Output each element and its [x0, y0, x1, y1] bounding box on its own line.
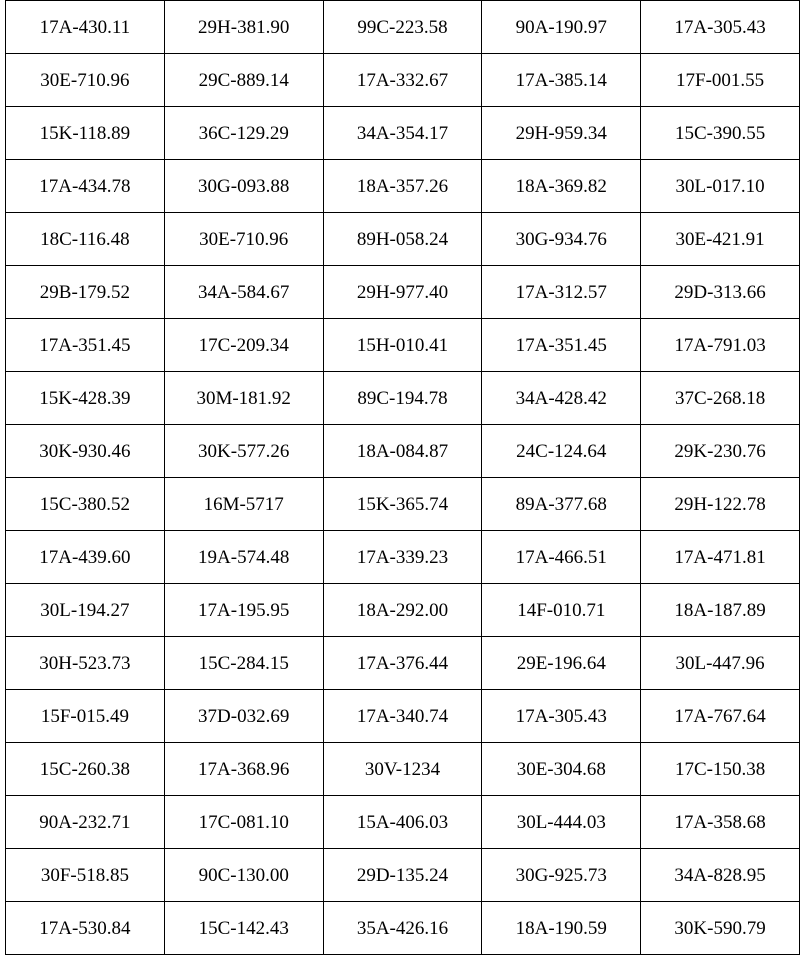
table-cell: 17A-368.96: [164, 743, 323, 796]
table-cell: 90C-130.00: [164, 849, 323, 902]
table-cell: 30E-710.96: [6, 54, 165, 107]
table-row: [6, 743, 800, 796]
table-cell: 30H-523.73: [6, 637, 165, 690]
table-cell: 17A-471.81: [641, 531, 800, 584]
table-row: [6, 107, 800, 160]
table-cell: 30L-194.27: [6, 584, 165, 637]
table-cell: 15C-284.15: [164, 637, 323, 690]
table-cell: 18A-084.87: [323, 425, 482, 478]
table-body: [6, 1, 800, 955]
table-cell: 29K-230.76: [641, 425, 800, 478]
table-cell: 17A-439.60: [6, 531, 165, 584]
table-cell: 29D-313.66: [641, 266, 800, 319]
table-row: [6, 584, 800, 637]
table-cell: 15C-390.55: [641, 107, 800, 160]
table-row: [6, 531, 800, 584]
table-cell: 17A-385.14: [482, 54, 641, 107]
table-row: [6, 637, 800, 690]
table-cell: 17A-332.67: [323, 54, 482, 107]
table-cell: 30L-447.96: [641, 637, 800, 690]
table-cell: 30F-518.85: [6, 849, 165, 902]
table-cell: 17A-767.64: [641, 690, 800, 743]
table-cell: 15C-260.38: [6, 743, 165, 796]
table-cell: 89H-058.24: [323, 213, 482, 266]
table-cell: 34A-584.67: [164, 266, 323, 319]
table-cell: 30K-590.79: [641, 902, 800, 955]
table-cell: 99C-223.58: [323, 1, 482, 54]
table-cell: 18A-187.89: [641, 584, 800, 637]
table-cell: 17A-466.51: [482, 531, 641, 584]
table-row: [6, 425, 800, 478]
table-cell: 29H-977.40: [323, 266, 482, 319]
table-cell: 89C-194.78: [323, 372, 482, 425]
table-cell: 37C-268.18: [641, 372, 800, 425]
table-cell: 30E-710.96: [164, 213, 323, 266]
table-row: [6, 160, 800, 213]
table-cell: 34A-354.17: [323, 107, 482, 160]
table-cell: 30M-181.92: [164, 372, 323, 425]
table-cell: 17A-340.74: [323, 690, 482, 743]
table-cell: 30E-421.91: [641, 213, 800, 266]
table-cell: 18A-357.26: [323, 160, 482, 213]
table-cell: 17A-305.43: [641, 1, 800, 54]
table-cell: 36C-129.29: [164, 107, 323, 160]
table-cell: 34A-828.95: [641, 849, 800, 902]
table-cell: 15F-015.49: [6, 690, 165, 743]
table-cell: 30E-304.68: [482, 743, 641, 796]
table-cell: 30K-577.26: [164, 425, 323, 478]
table-cell: 30G-925.73: [482, 849, 641, 902]
table-row: [6, 690, 800, 743]
table-row: [6, 266, 800, 319]
table-cell: 18A-292.00: [323, 584, 482, 637]
table-cell: 35A-426.16: [323, 902, 482, 955]
table-cell: 30V-1234: [323, 743, 482, 796]
table-cell: 34A-428.42: [482, 372, 641, 425]
table-cell: 18C-116.48: [6, 213, 165, 266]
table-cell: 17C-150.38: [641, 743, 800, 796]
table-cell: 18A-369.82: [482, 160, 641, 213]
table-cell: 24C-124.64: [482, 425, 641, 478]
table-cell: 15K-118.89: [6, 107, 165, 160]
table-cell: 17A-530.84: [6, 902, 165, 955]
table-cell: 15K-365.74: [323, 478, 482, 531]
table-cell: 17A-305.43: [482, 690, 641, 743]
table-cell: 15H-010.41: [323, 319, 482, 372]
table-cell: 15C-142.43: [164, 902, 323, 955]
table-row: [6, 319, 800, 372]
table-cell: 29H-122.78: [641, 478, 800, 531]
table-cell: 15C-380.52: [6, 478, 165, 531]
table-row: [6, 372, 800, 425]
table-cell: 30L-017.10: [641, 160, 800, 213]
table-cell: 17A-791.03: [641, 319, 800, 372]
table-cell: 89A-377.68: [482, 478, 641, 531]
table-cell: 37D-032.69: [164, 690, 323, 743]
table-cell: 15K-428.39: [6, 372, 165, 425]
table-cell: 30G-934.76: [482, 213, 641, 266]
table-cell: 17A-351.45: [6, 319, 165, 372]
table-cell: 17A-358.68: [641, 796, 800, 849]
table-cell: 30K-930.46: [6, 425, 165, 478]
table-cell: 14F-010.71: [482, 584, 641, 637]
table-cell: 17C-081.10: [164, 796, 323, 849]
table-row: [6, 902, 800, 955]
table-cell: 19A-574.48: [164, 531, 323, 584]
table-cell: 17A-376.44: [323, 637, 482, 690]
table-cell: 29H-959.34: [482, 107, 641, 160]
table-cell: 18A-190.59: [482, 902, 641, 955]
table-row: [6, 54, 800, 107]
table-cell: 17A-312.57: [482, 266, 641, 319]
table-cell: 17F-001.55: [641, 54, 800, 107]
table-row: [6, 213, 800, 266]
table-row: [6, 796, 800, 849]
table-cell: 15A-406.03: [323, 796, 482, 849]
table-cell: 17A-430.11: [6, 1, 165, 54]
table-cell: 29H-381.90: [164, 1, 323, 54]
table-cell: 29E-196.64: [482, 637, 641, 690]
table-row: [6, 849, 800, 902]
table-row: [6, 478, 800, 531]
table-cell: 90A-232.71: [6, 796, 165, 849]
table-cell: 30L-444.03: [482, 796, 641, 849]
table-cell: 17C-209.34: [164, 319, 323, 372]
table-cell: 29B-179.52: [6, 266, 165, 319]
table-cell: 30G-093.88: [164, 160, 323, 213]
table-cell: 17A-339.23: [323, 531, 482, 584]
table-cell: 16M-5717: [164, 478, 323, 531]
table-cell: 17A-195.95: [164, 584, 323, 637]
table-cell: 29C-889.14: [164, 54, 323, 107]
table-cell: 29D-135.24: [323, 849, 482, 902]
table-row: [6, 1, 800, 54]
license-plate-table: [5, 0, 800, 955]
table-cell: 17A-434.78: [6, 160, 165, 213]
table-cell: 90A-190.97: [482, 1, 641, 54]
table-cell: 17A-351.45: [482, 319, 641, 372]
